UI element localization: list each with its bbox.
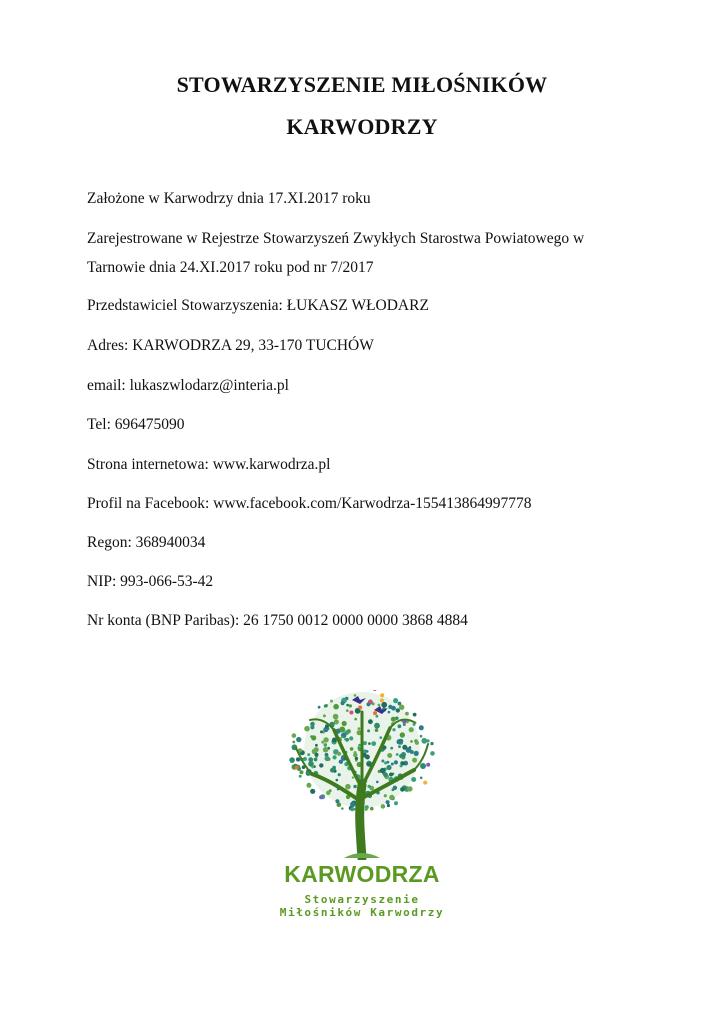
bank-account-line: Nr konta (BNP Paribas): 26 1750 0012 0000 0000 3868 4884: [87, 612, 468, 629]
website-line: Strona internetowa: www.karwodrza.pl: [87, 456, 331, 473]
nip-line: NIP: 993-066-53-42: [87, 573, 214, 590]
email-line: email: lukaszwlodarz@interia.pl: [87, 377, 289, 394]
representative-line: Przedstawiciel Stowarzyszenia: ŁUKASZ WŁODARZ: [87, 297, 429, 314]
logo-subtitle-line2: Miłośników Karwodrzy: [279, 906, 445, 919]
logo-name: KARWODRZA: [284, 861, 440, 887]
facebook-line: Profil na Facebook: www.facebook.com/Karwodrza-155413864997778: [87, 495, 532, 512]
founded-line: Założone w Karwodrzy dnia 17.XI.2017 roku: [87, 190, 371, 207]
document-title-line1: STOWARZYSZENIE MIŁOŚNIKÓW: [176, 72, 548, 97]
phone-line: Tel: 696475090: [87, 416, 185, 433]
registration-line-1: Zarejestrowane w Rejestrze Stowarzyszeń Zwykłych Starostwa Powiatowego w: [87, 230, 585, 247]
logo-subtitle-line1: Stowarzyszenie: [304, 893, 420, 906]
document-title-line2: KARWODRZY: [286, 114, 438, 139]
regon-line: Regon: 368940034: [87, 534, 206, 551]
tree-logo-icon: [274, 690, 450, 860]
address-line: Adres: KARWODRZA 29, 33-170 TUCHÓW: [87, 337, 374, 354]
registration-line-2: Tarnowie dnia 24.XI.2017 roku pod nr 7/2017: [87, 259, 374, 276]
